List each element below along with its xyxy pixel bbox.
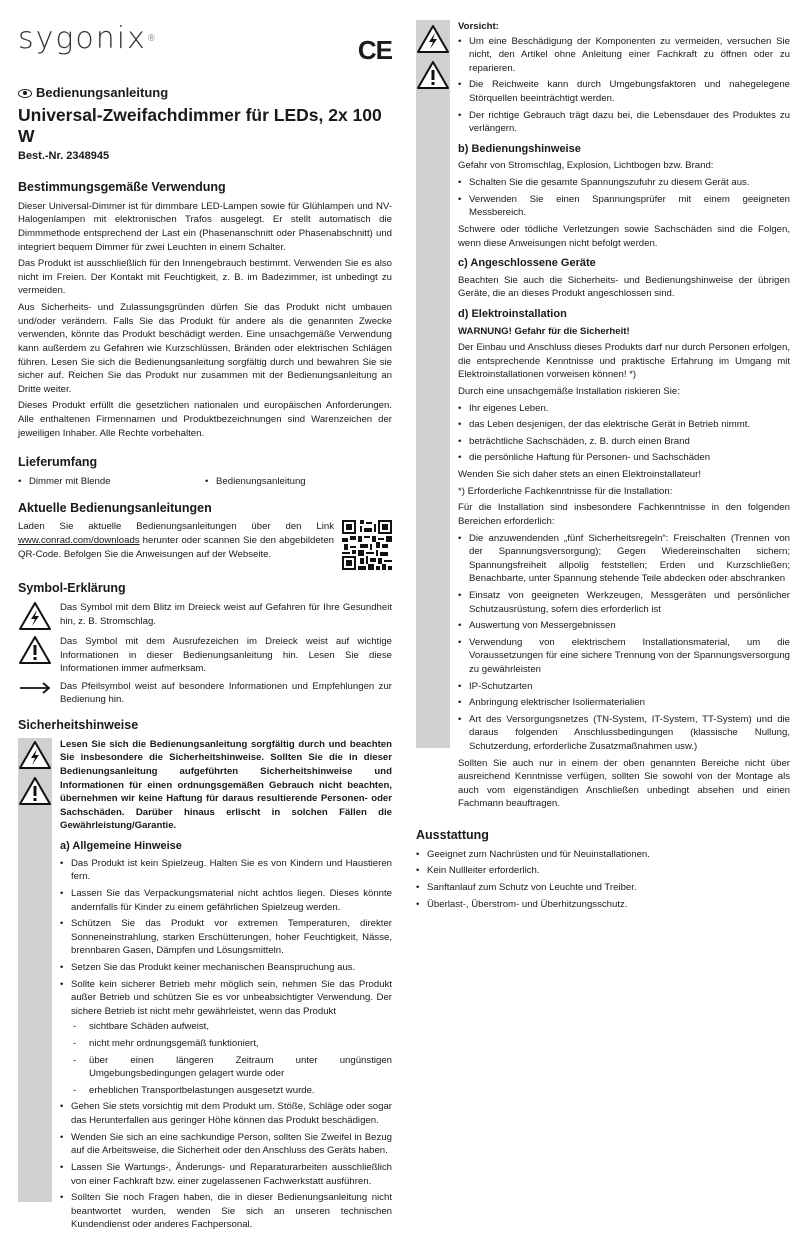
list-item: • Sollten Sie noch Fragen haben, die in dieser Bedienungsanleitung nicht beantwortet wurden, wenden Sie sich an unseren technischen Kundendienst oder anderes Fachpersonal. <box>60 1191 392 1232</box>
safety-intro: Lesen Sie sich die Bedienungsanleitung sorgfältig durch und beachten Sie insbesondere die Sicherheitshinweise. Sollten Sie die in dieser Bedienungsanleitung aufgeführten Sicherheitshinweise und Informationen für einen ordnungsgemäßen Gebrauch nicht beachten, übernehmen wir keine Haftung für daraus resultierende Personen- oder Sachschäden. Darüber hinaus erlischt in solchen Fällen die Gewährleistung/Garantie. <box>60 738 392 832</box>
list-item: • Gehen Sie stets vorsichtig mit dem Produkt um. Stöße, Schläge oder sogar das Herunterfallen aus geringer Höhe können das Produkt beschädigen. <box>60 1100 392 1127</box>
electrical-paragraph: Durch eine unsachgemäße Installation riskieren Sie: <box>458 386 680 398</box>
sub-list-item: - erheblichen Transportbelastungen ausgesetzt wurde. <box>73 1084 392 1098</box>
article-number: Best.-Nr. 2348945 <box>18 150 110 163</box>
safety-section <box>18 738 392 1232</box>
symbol-row <box>18 680 392 707</box>
manuals-text: Laden Sie aktuelle Bedienungsanleitungen über den Link www.conrad.com/downloads herunter oder scannen Sie den abgebildeten QR-Code. Befolgen Sie die Anweisungen auf der Webseite. <box>18 521 334 560</box>
ce-mark: CE <box>357 35 392 65</box>
exclamation-warning-icon <box>18 635 52 665</box>
list-item: • Kein Nullleiter erforderlich. <box>416 864 790 878</box>
caution-list <box>458 35 790 136</box>
page-title: Universal-Zweifachdimmer für LEDs, 2x 100 W <box>18 105 382 147</box>
qr-code-icon <box>342 520 392 570</box>
electrical-paragraph: Wenden Sie sich daher stets an einen Elektroinstallateur! <box>458 469 702 481</box>
list-item: • Wenden Sie sich an eine sachkundige Person, sollten Sie Zweifel in Bezug auf die Arbeitsweise, die Sicherheit oder den Anschluss des Geräts haben. <box>60 1131 392 1158</box>
list-item: • Lassen Sie Wartungs-, Änderungs- und Reparaturarbeiten ausschließlich von einer Fachkraft bzw. einer zugelassenen Fachwerkstatt ausführen. <box>60 1161 392 1188</box>
intended-use-paragraph: Dieses Produkt erfüllt die gesetzlichen nationalen und europäischen Anforderungen. Alle enthaltenen Firmennamen und Produktbezeichnungen sind Warenzeichen der jeweiligen Inhaber. Alle Rechte vorbehalten. <box>18 400 392 439</box>
exclamation-warning-icon <box>18 776 52 806</box>
arrow-right-icon <box>18 680 52 696</box>
list-item: • Lassen Sie das Verpackungsmaterial nicht achtlos liegen. Dieses könnte andernfalls für Kinder zu einem gefährlichen Spielzeug werden. <box>60 887 392 914</box>
risks-list <box>458 402 790 465</box>
list-item: • die persönliche Haftung für Personen- und Sachschäden <box>458 451 790 465</box>
symbol-description: Das Symbol mit dem Blitz im Dreieck weist auf Gefahren für Ihre Gesundheit hin, z. B. Stromschlag. <box>60 602 392 627</box>
sub-list-item: - nicht mehr ordnungsgemäß funktioniert, <box>73 1037 392 1051</box>
safety-heading: Sicherheitshinweise <box>18 718 139 733</box>
list-item: • Überlast-, Überstrom- und Überhitzungsschutz. <box>416 898 790 912</box>
sub-list-item: - sichtbare Schäden aufweist, <box>73 1020 392 1034</box>
list-item: • Verwendung von elektrischem Installationsmaterial, um die Voraussetzungen für eine sichere Trennung von der Spannungsversorgung zu gewährleisten <box>458 636 790 677</box>
list-item: • Ihr eigenes Leben. <box>458 402 790 416</box>
list-item: • Das Produkt ist kein Spielzeug. Halten Sie es von Kindern und Haustieren fern. <box>60 857 392 884</box>
left-column <box>18 22 392 1235</box>
list-item: • Sanftanlauf zum Schutz von Leuchte und Treiber. <box>416 881 790 895</box>
caution-heading: Vorsicht: <box>458 21 499 32</box>
delivery-heading: Lieferumfang <box>18 455 98 470</box>
list-item: • Bedienungsanleitung <box>205 475 392 489</box>
knowledge-list <box>458 532 790 754</box>
list-item: • Schalten Sie die gesamte Spannungszufuhr zu diesem Gerät aus. <box>458 176 790 190</box>
electrical-paragraph: *) Erforderliche Fachkenntnisse für die Installation: <box>458 485 673 497</box>
sub-list-item: - über einen längeren Zeitraum unter ungünstigen Umgebungsbedingungen gelagert wurde oder <box>73 1054 392 1081</box>
features-heading: Ausstattung <box>416 828 489 843</box>
safety-continued <box>416 20 790 811</box>
list-item: • Einsatz von geeigneten Werkzeugen, Messgeräten und persönlicher Schutzausrüstung, sofern dies erforderlich ist <box>458 589 790 616</box>
electrical-outro: Sollten Sie auch nur in einem der oben genannten Bereiche nicht über ausreichend Kenntnisse verfügen, sollten Sie sowohl von der Montage als auch vom eigenständigen Anschließen unbedingt absehen und einen Fachmann beauftragen. <box>458 757 790 810</box>
list-item: • Verwenden Sie einen Spannungsprüfer mit einem geeigneten Messbereich. <box>458 193 790 220</box>
operating-heading: b) Bedienungshinweise <box>458 142 581 155</box>
delivery-list <box>18 475 392 492</box>
symbol-description: Das Pfeilsymbol weist auf besondere Informationen und Empfehlungen zur Bedienung hin. <box>60 680 392 706</box>
list-item: • das Leben desjenigen, der das elektrische Gerät in Betrieb nimmt. <box>458 418 790 432</box>
exclamation-warning-icon <box>416 60 450 90</box>
brand-logo: sygonix® <box>18 21 156 56</box>
warning-text: WARNUNG! Gefahr für die Sicherheit! <box>458 325 630 337</box>
list-item: • Dimmer mit Blende <box>18 475 205 489</box>
list-item: • Setzen Sie das Produkt keiner mechanischen Beanspruchung aus. <box>60 961 392 975</box>
electrical-paragraph: Für die Installation sind insbesondere Fachkenntnisse in den folgenden Bereichen erforderlich: <box>458 502 790 527</box>
list-item: • Um eine Beschädigung der Komponenten zu vermeiden, versuchen Sie nicht, den Artikel ohne Anleitung einer Fachkraft zu öffnen oder zu reparieren. <box>458 35 790 76</box>
connected-text: Beachten Sie auch die Sicherheits- und Bedienungshinweise der übrigen Geräte, die an dieses Produkt angeschlossen sind. <box>458 274 790 300</box>
symbol-row <box>18 601 392 631</box>
list-item: • Art des Versorgungsnetzes (TN-System, IT-System, TT-System) und die daraus folgenden Anschlussbedingungen (klassische Nullung, Schutzerdung, erforderliche Zusatzmaßnahmen usw.) <box>458 713 790 754</box>
connected-heading: c) Angeschlossene Geräte <box>458 257 596 270</box>
intended-use-paragraph: Das Produkt ist ausschließlich für den Innengebrauch bestimmt. Verwenden Sie es also nicht im Freien. Der Kontakt mit Feuchtigkeit, z. B. im Badezimmer, ist unbedingt zu vermeiden. <box>18 258 392 297</box>
manuals-heading: Aktuelle Bedienungsanleitungen <box>18 500 212 515</box>
lightning-warning-icon <box>18 740 52 770</box>
general-list <box>60 857 392 1232</box>
symbol-row <box>18 635 392 676</box>
list-item: • Auswertung von Messergebnissen <box>458 619 790 633</box>
symbols-heading: Symbol-Erklärung <box>18 581 126 596</box>
sub-list <box>73 1020 392 1097</box>
right-column <box>416 20 790 914</box>
list-item: • Geeignet zum Nachrüsten und für Neuinstallationen. <box>416 848 790 862</box>
lightning-warning-icon <box>416 24 450 54</box>
electrical-heading: d) Elektroinstallation <box>458 307 567 320</box>
doc-type: Bedienungsanleitung <box>18 84 392 102</box>
intended-use-paragraph: Dieser Universal-Dimmer ist für dimmbare LED-Lampen sowie für Glühlampen und NV-Halogenlampen mit elektronischen Trafos ausgelegt. Er stellt automatisch die Dimmmethode entsprechend der Last ein (Phasenanschnitt oder Phasenabschnitt) und integriert bequem Dimmer für zwei Leuchten in einem Schalter. <box>18 200 392 253</box>
manuals-section <box>18 520 392 570</box>
list-item: • Die Reichweite kann durch Umgebungsfaktoren und nahegelegene Störquellen beeinträchtigt werden. <box>458 78 790 105</box>
safety-band <box>416 20 450 748</box>
list-item: • beträchtliche Sachschäden, z. B. durch einen Brand <box>458 435 790 449</box>
list-item: • Sollte kein sicherer Betrieb mehr möglich sein, nehmen Sie das Produkt außer Betrieb und schützen Sie es vor unbeabsichtigter Verwendung. Der sichere Betrieb ist nicht mehr gewährleistet, wenn das Produkt - sichtbare Schäden aufweist, - nicht mehr ordnungsgemäß funktioniert, - über einen längeren Zeitraum unter ungünstigen Umgebungsbedingungen gelagert wurde oder - erheblichen Transportbelastungen ausgesetzt wurde. <box>60 978 392 1098</box>
operating-list <box>458 176 790 220</box>
electrical-paragraph: Der Einbau und Anschluss dieses Produkts darf nur durch Personen erfolgen, die entsprechende Kenntnisse und praktische Erfahrung im Umgang mit Elektroinstallationen vorweisen können! *) <box>458 342 790 381</box>
operating-intro: Gefahr von Stromschlag, Explosion, Lichtbogen bzw. Brand: <box>458 160 714 172</box>
features-list <box>416 848 790 911</box>
intended-use-paragraph: Aus Sicherheits- und Zulassungsgründen dürfen Sie das Produkt nicht umbauen und/oder verändern. Falls Sie das Produkt für andere als die genannten Zwecke verwenden, könnte das Produkt beschädigt werden. Eine unsachgemäße Verwendung kann außerdem zu Gefahren wie Kurzschlüssen, Bränden oder elektrischen Schlägen führen. Lesen Sie sich die Bedienungsanleitung sorgfältig durch und bewahren Sie sie sicher auf. Reichen Sie das Produkt nur zusammen mit der Bedienungsanleitung an Dritte weiter. <box>18 302 392 395</box>
eye-icon <box>18 89 32 98</box>
lightning-warning-icon <box>18 601 52 631</box>
general-heading: a) Allgemeine Hinweise <box>60 840 182 853</box>
intended-use-heading: Bestimmungsgemäße Verwendung <box>18 180 226 195</box>
list-item: • Anbringung elektrischer Isoliermaterialien <box>458 696 790 710</box>
list-item: • Die anzuwendenden „fünf Sicherheitsregeln“: Freischalten (Trennen von der Spannungsversorgung); Gegen Wiedereinschalten sichern; Spannungsfreiheit allpolig feststellen; Erden und Kurzschließen; Benachbarte, unter Spannung stehende Teile abdecken oder abschranken <box>458 532 790 586</box>
list-item: • IP-Schutzarten <box>458 680 790 694</box>
operating-outro: Schwere oder tödliche Verletzungen sowie Sachschäden sind die Folgen, wenn diese Anweisungen nicht befolgt werden. <box>458 223 790 249</box>
downloads-link[interactable]: www.conrad.com/downloads <box>18 534 140 546</box>
list-item: • Der richtige Gebrauch trägt dazu bei, die Lebensdauer des Produktes zu verlängern. <box>458 109 790 136</box>
symbol-description: Das Symbol mit dem Ausrufezeichen im Dreieck weist auf wichtige Informationen in dieser Bedienungsanleitung hin. Lesen Sie diese Informationen immer aufmerksam. <box>60 636 392 675</box>
list-item: • Schützen Sie das Produkt vor extremen Temperaturen, direkter Sonneneinstrahlung, starken Erschütterungen, hoher Feuchtigkeit, Nässe, brennbaren Gasen, Dämpfen und Lösungsmitteln. <box>60 917 392 958</box>
